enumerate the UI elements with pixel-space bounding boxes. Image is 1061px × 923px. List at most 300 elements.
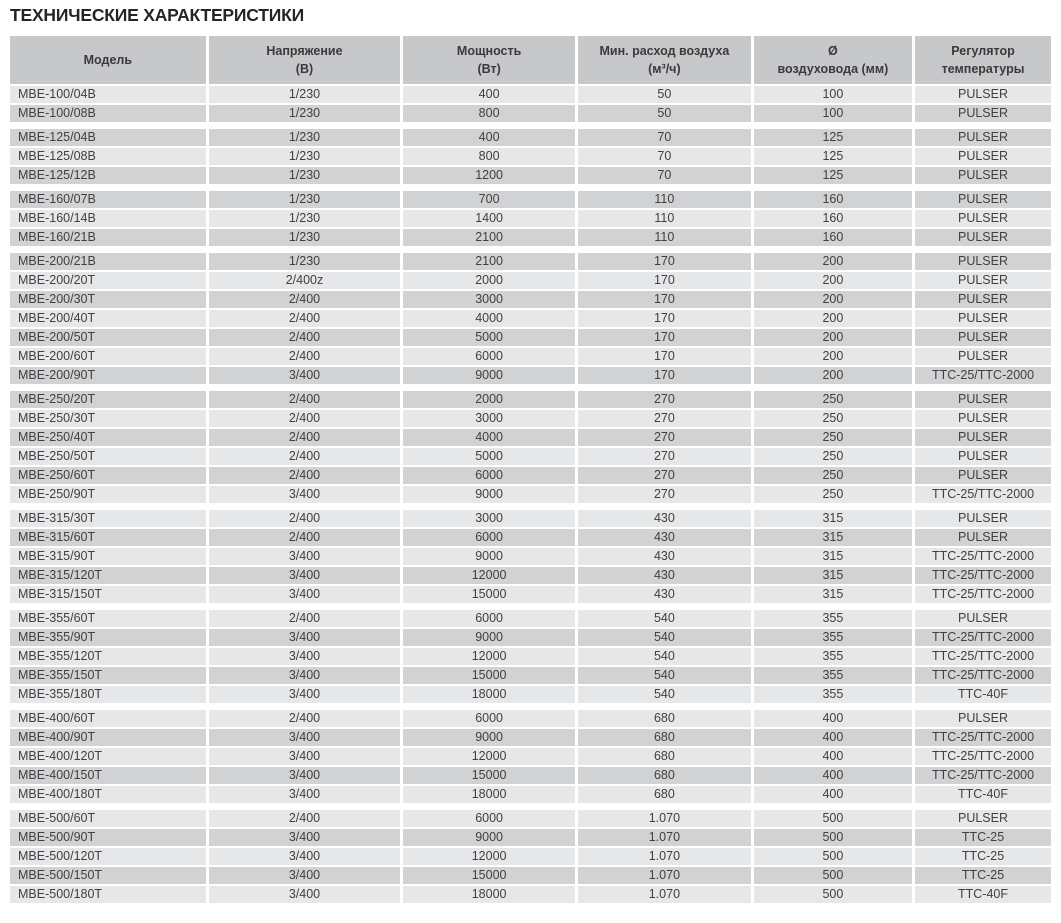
cell-airflow: 680 xyxy=(578,767,751,784)
cell-model: MBE-400/90T xyxy=(10,729,206,746)
cell-power: 800 xyxy=(403,105,575,122)
header-sublabel: воздуховода (мм) xyxy=(777,62,889,76)
cell-power: 9000 xyxy=(403,729,575,746)
header-cell-regulator xyxy=(915,36,1051,84)
cell-power: 400 xyxy=(403,86,575,103)
cell-voltage: 3/400 xyxy=(209,729,401,746)
cell-model: MBE-315/60T xyxy=(10,529,206,546)
table-row xyxy=(10,829,1051,846)
cell-voltage: 2/400 xyxy=(209,510,401,527)
cell-regulator: PULSER xyxy=(915,610,1051,627)
cell-power: 12000 xyxy=(403,648,575,665)
cell-diameter: 200 xyxy=(754,253,912,270)
table-body xyxy=(10,86,1051,903)
cell-power: 6000 xyxy=(403,610,575,627)
table-row xyxy=(10,510,1051,527)
table-row xyxy=(10,148,1051,165)
cell-airflow: 540 xyxy=(578,667,751,684)
cell-regulator: PULSER xyxy=(915,510,1051,527)
cell-airflow: 170 xyxy=(578,253,751,270)
table-row xyxy=(10,253,1051,270)
table-row xyxy=(10,448,1051,465)
cell-diameter: 100 xyxy=(754,86,912,103)
cell-model: MBE-500/180T xyxy=(10,886,206,903)
cell-airflow: 110 xyxy=(578,229,751,246)
cell-power: 4000 xyxy=(403,429,575,446)
table-row xyxy=(10,229,1051,246)
cell-voltage: 3/400 xyxy=(209,767,401,784)
cell-power: 3000 xyxy=(403,510,575,527)
cell-power: 400 xyxy=(403,129,575,146)
cell-voltage: 1/230 xyxy=(209,191,401,208)
cell-voltage: 2/400 xyxy=(209,410,401,427)
cell-model: MBE-125/04B xyxy=(10,129,206,146)
cell-regulator: PULSER xyxy=(915,291,1051,308)
cell-voltage: 1/230 xyxy=(209,253,401,270)
cell-airflow: 170 xyxy=(578,310,751,327)
table-row xyxy=(10,86,1051,103)
cell-voltage: 3/400 xyxy=(209,867,401,884)
cell-diameter: 160 xyxy=(754,210,912,227)
cell-voltage: 1/230 xyxy=(209,129,401,146)
table-row xyxy=(10,710,1051,727)
table-row xyxy=(10,667,1051,684)
cell-airflow: 270 xyxy=(578,486,751,503)
cell-voltage: 3/400 xyxy=(209,586,401,603)
cell-regulator: PULSER xyxy=(915,329,1051,346)
table-row xyxy=(10,410,1051,427)
cell-airflow: 270 xyxy=(578,410,751,427)
cell-power: 12000 xyxy=(403,567,575,584)
cell-model: MBE-355/60T xyxy=(10,610,206,627)
cell-power: 800 xyxy=(403,148,575,165)
cell-diameter: 315 xyxy=(754,529,912,546)
cell-power: 2100 xyxy=(403,253,575,270)
cell-power: 5000 xyxy=(403,329,575,346)
cell-airflow: 170 xyxy=(578,329,751,346)
cell-voltage: 2/400 xyxy=(209,448,401,465)
cell-diameter: 400 xyxy=(754,748,912,765)
table-row xyxy=(10,748,1051,765)
cell-model: MBE-355/90T xyxy=(10,629,206,646)
cell-voltage: 3/400 xyxy=(209,629,401,646)
table-row xyxy=(10,686,1051,703)
header-sublabel: (м³/ч) xyxy=(648,62,681,76)
cell-diameter: 500 xyxy=(754,886,912,903)
cell-regulator: TTC-25 xyxy=(915,867,1051,884)
header-cell-power xyxy=(403,36,575,84)
table-row xyxy=(10,786,1051,803)
cell-airflow: 680 xyxy=(578,748,751,765)
cell-power: 700 xyxy=(403,191,575,208)
cell-diameter: 355 xyxy=(754,686,912,703)
table-group xyxy=(10,191,1051,246)
cell-regulator: PULSER xyxy=(915,529,1051,546)
cell-regulator: PULSER xyxy=(915,191,1051,208)
table-group xyxy=(10,810,1051,903)
cell-voltage: 2/400 xyxy=(209,291,401,308)
cell-airflow: 1.070 xyxy=(578,867,751,884)
cell-airflow: 170 xyxy=(578,272,751,289)
table-group xyxy=(10,129,1051,184)
cell-airflow: 70 xyxy=(578,148,751,165)
cell-regulator: TTC-25/TTC-2000 xyxy=(915,367,1051,384)
cell-diameter: 355 xyxy=(754,610,912,627)
cell-airflow: 110 xyxy=(578,191,751,208)
cell-power: 9000 xyxy=(403,829,575,846)
cell-regulator: TTC-25 xyxy=(915,829,1051,846)
cell-power: 6000 xyxy=(403,710,575,727)
cell-airflow: 270 xyxy=(578,467,751,484)
header-label: Напряжение xyxy=(266,44,343,58)
spec-table xyxy=(10,36,1051,905)
cell-model: MBE-125/12B xyxy=(10,167,206,184)
table-row xyxy=(10,367,1051,384)
cell-airflow: 430 xyxy=(578,548,751,565)
cell-regulator: PULSER xyxy=(915,448,1051,465)
table-row xyxy=(10,567,1051,584)
table-row xyxy=(10,210,1051,227)
cell-airflow: 270 xyxy=(578,448,751,465)
table-group xyxy=(10,86,1051,122)
cell-diameter: 200 xyxy=(754,310,912,327)
cell-regulator: TTC-25/TTC-2000 xyxy=(915,629,1051,646)
cell-airflow: 70 xyxy=(578,167,751,184)
table-row xyxy=(10,486,1051,503)
cell-model: MBE-160/21B xyxy=(10,229,206,246)
cell-voltage: 3/400 xyxy=(209,648,401,665)
cell-model: MBE-500/60T xyxy=(10,810,206,827)
cell-model: MBE-250/30T xyxy=(10,410,206,427)
header-cell-diameter xyxy=(754,36,912,84)
cell-voltage: 3/400 xyxy=(209,367,401,384)
cell-regulator: PULSER xyxy=(915,210,1051,227)
cell-power: 18000 xyxy=(403,886,575,903)
cell-regulator: TTC-25/TTC-2000 xyxy=(915,548,1051,565)
table-row xyxy=(10,310,1051,327)
cell-regulator: PULSER xyxy=(915,467,1051,484)
cell-airflow: 110 xyxy=(578,210,751,227)
cell-airflow: 1.070 xyxy=(578,829,751,846)
cell-diameter: 400 xyxy=(754,786,912,803)
cell-diameter: 200 xyxy=(754,329,912,346)
cell-model: MBE-200/20T xyxy=(10,272,206,289)
cell-airflow: 170 xyxy=(578,348,751,365)
cell-voltage: 2/400 xyxy=(209,810,401,827)
cell-power: 9000 xyxy=(403,629,575,646)
cell-diameter: 160 xyxy=(754,191,912,208)
cell-model: MBE-400/60T xyxy=(10,710,206,727)
header-label: Мин. расход воздуха xyxy=(599,44,730,58)
cell-voltage: 3/400 xyxy=(209,786,401,803)
header-label: Мощность xyxy=(456,44,522,58)
cell-model: MBE-200/90T xyxy=(10,367,206,384)
cell-regulator: TTC-25/TTC-2000 xyxy=(915,729,1051,746)
cell-power: 15000 xyxy=(403,667,575,684)
cell-voltage: 2/400 xyxy=(209,467,401,484)
cell-voltage: 2/400 xyxy=(209,348,401,365)
cell-model: MBE-200/50T xyxy=(10,329,206,346)
cell-voltage: 3/400 xyxy=(209,748,401,765)
header-cell-voltage xyxy=(209,36,401,84)
cell-airflow: 540 xyxy=(578,686,751,703)
cell-voltage: 3/400 xyxy=(209,548,401,565)
cell-airflow: 680 xyxy=(578,729,751,746)
cell-power: 6000 xyxy=(403,467,575,484)
cell-airflow: 50 xyxy=(578,105,751,122)
cell-diameter: 315 xyxy=(754,510,912,527)
cell-power: 1400 xyxy=(403,210,575,227)
table-row xyxy=(10,629,1051,646)
cell-voltage: 3/400 xyxy=(209,829,401,846)
cell-regulator: TTC-25/TTC-2000 xyxy=(915,667,1051,684)
cell-power: 15000 xyxy=(403,586,575,603)
cell-diameter: 315 xyxy=(754,567,912,584)
cell-model: MBE-355/120T xyxy=(10,648,206,665)
cell-airflow: 540 xyxy=(578,610,751,627)
cell-regulator: PULSER xyxy=(915,310,1051,327)
cell-airflow: 540 xyxy=(578,648,751,665)
cell-regulator: PULSER xyxy=(915,810,1051,827)
cell-model: MBE-250/20T xyxy=(10,391,206,408)
cell-model: MBE-500/120T xyxy=(10,848,206,865)
table-group xyxy=(10,391,1051,503)
cell-voltage: 3/400 xyxy=(209,486,401,503)
cell-airflow: 430 xyxy=(578,529,751,546)
cell-airflow: 1.070 xyxy=(578,886,751,903)
cell-power: 9000 xyxy=(403,548,575,565)
cell-airflow: 680 xyxy=(578,710,751,727)
cell-regulator: TTC-40F xyxy=(915,886,1051,903)
cell-model: MBE-250/60T xyxy=(10,467,206,484)
cell-diameter: 355 xyxy=(754,629,912,646)
table-row xyxy=(10,767,1051,784)
table-row xyxy=(10,529,1051,546)
cell-model: MBE-100/04B xyxy=(10,86,206,103)
cell-regulator: PULSER xyxy=(915,710,1051,727)
cell-voltage: 2/400z xyxy=(209,272,401,289)
cell-regulator: PULSER xyxy=(915,272,1051,289)
cell-power: 15000 xyxy=(403,867,575,884)
cell-regulator: PULSER xyxy=(915,429,1051,446)
table-row xyxy=(10,810,1051,827)
table-row xyxy=(10,272,1051,289)
cell-model: MBE-315/30T xyxy=(10,510,206,527)
table-row xyxy=(10,329,1051,346)
cell-diameter: 160 xyxy=(754,229,912,246)
table-row xyxy=(10,348,1051,365)
cell-regulator: PULSER xyxy=(915,348,1051,365)
cell-voltage: 3/400 xyxy=(209,567,401,584)
header-sublabel: (В) xyxy=(295,62,314,76)
cell-airflow: 1.070 xyxy=(578,848,751,865)
cell-regulator: PULSER xyxy=(915,86,1051,103)
table-group xyxy=(10,710,1051,803)
cell-power: 18000 xyxy=(403,786,575,803)
cell-airflow: 70 xyxy=(578,129,751,146)
cell-power: 9000 xyxy=(403,367,575,384)
cell-regulator: TTC-25/TTC-2000 xyxy=(915,586,1051,603)
cell-diameter: 125 xyxy=(754,148,912,165)
header-label: Модель xyxy=(83,53,133,67)
table-row xyxy=(10,467,1051,484)
cell-model: MBE-315/90T xyxy=(10,548,206,565)
cell-model: MBE-315/150T xyxy=(10,586,206,603)
cell-regulator: TTC-25 xyxy=(915,848,1051,865)
cell-voltage: 1/230 xyxy=(209,229,401,246)
header-cell-airflow xyxy=(578,36,751,84)
cell-power: 6000 xyxy=(403,348,575,365)
cell-diameter: 315 xyxy=(754,586,912,603)
cell-diameter: 355 xyxy=(754,667,912,684)
cell-voltage: 2/400 xyxy=(209,329,401,346)
cell-power: 1200 xyxy=(403,167,575,184)
cell-voltage: 2/400 xyxy=(209,529,401,546)
cell-voltage: 1/230 xyxy=(209,105,401,122)
cell-regulator: PULSER xyxy=(915,129,1051,146)
cell-regulator: PULSER xyxy=(915,253,1051,270)
cell-model: MBE-200/30T xyxy=(10,291,206,308)
table-row xyxy=(10,729,1051,746)
table-row xyxy=(10,848,1051,865)
cell-diameter: 400 xyxy=(754,710,912,727)
cell-airflow: 1.070 xyxy=(578,810,751,827)
table-row xyxy=(10,391,1051,408)
table-row xyxy=(10,886,1051,903)
table-row xyxy=(10,291,1051,308)
table-row xyxy=(10,167,1051,184)
cell-power: 6000 xyxy=(403,810,575,827)
cell-regulator: PULSER xyxy=(915,410,1051,427)
table-row xyxy=(10,105,1051,122)
cell-power: 12000 xyxy=(403,748,575,765)
cell-voltage: 1/230 xyxy=(209,167,401,184)
cell-model: MBE-250/40T xyxy=(10,429,206,446)
cell-power: 6000 xyxy=(403,529,575,546)
table-header xyxy=(10,36,1051,84)
cell-diameter: 500 xyxy=(754,867,912,884)
cell-model: MBE-315/120T xyxy=(10,567,206,584)
cell-airflow: 430 xyxy=(578,586,751,603)
cell-regulator: TTC-25/TTC-2000 xyxy=(915,648,1051,665)
table-row xyxy=(10,548,1051,565)
cell-voltage: 2/400 xyxy=(209,429,401,446)
cell-model: MBE-125/08B xyxy=(10,148,206,165)
cell-diameter: 250 xyxy=(754,448,912,465)
cell-regulator: TTC-40F xyxy=(915,786,1051,803)
cell-airflow: 430 xyxy=(578,567,751,584)
cell-power: 5000 xyxy=(403,448,575,465)
cell-regulator: TTC-25/TTC-2000 xyxy=(915,767,1051,784)
cell-voltage: 1/230 xyxy=(209,86,401,103)
cell-diameter: 200 xyxy=(754,348,912,365)
cell-model: MBE-400/180T xyxy=(10,786,206,803)
cell-regulator: PULSER xyxy=(915,105,1051,122)
cell-power: 3000 xyxy=(403,291,575,308)
table-group xyxy=(10,610,1051,703)
table-row xyxy=(10,648,1051,665)
table-row xyxy=(10,191,1051,208)
table-row xyxy=(10,129,1051,146)
cell-diameter: 200 xyxy=(754,367,912,384)
cell-regulator: PULSER xyxy=(915,167,1051,184)
table-row xyxy=(10,610,1051,627)
cell-diameter: 250 xyxy=(754,486,912,503)
cell-diameter: 315 xyxy=(754,548,912,565)
cell-voltage: 3/400 xyxy=(209,686,401,703)
cell-voltage: 2/400 xyxy=(209,710,401,727)
cell-model: MBE-355/150T xyxy=(10,667,206,684)
cell-model: MBE-200/60T xyxy=(10,348,206,365)
cell-power: 12000 xyxy=(403,848,575,865)
cell-model: MBE-160/07B xyxy=(10,191,206,208)
cell-model: MBE-355/180T xyxy=(10,686,206,703)
table-row xyxy=(10,867,1051,884)
cell-diameter: 200 xyxy=(754,291,912,308)
cell-diameter: 100 xyxy=(754,105,912,122)
cell-airflow: 270 xyxy=(578,429,751,446)
cell-diameter: 125 xyxy=(754,129,912,146)
cell-diameter: 250 xyxy=(754,429,912,446)
cell-model: MBE-160/14B xyxy=(10,210,206,227)
cell-airflow: 540 xyxy=(578,629,751,646)
header-sublabel: температуры xyxy=(941,62,1025,76)
cell-regulator: PULSER xyxy=(915,391,1051,408)
cell-diameter: 250 xyxy=(754,467,912,484)
cell-model: MBE-100/08B xyxy=(10,105,206,122)
cell-model: MBE-400/150T xyxy=(10,767,206,784)
table-row xyxy=(10,429,1051,446)
cell-diameter: 500 xyxy=(754,848,912,865)
cell-power: 4000 xyxy=(403,310,575,327)
cell-power: 3000 xyxy=(403,410,575,427)
cell-voltage: 1/230 xyxy=(209,148,401,165)
cell-model: MBE-400/120T xyxy=(10,748,206,765)
cell-diameter: 400 xyxy=(754,767,912,784)
cell-voltage: 2/400 xyxy=(209,310,401,327)
cell-model: MBE-250/50T xyxy=(10,448,206,465)
cell-diameter: 250 xyxy=(754,391,912,408)
cell-airflow: 680 xyxy=(578,786,751,803)
page-title: ТЕХНИЧЕСКИЕ ХАРАКТЕРИСТИКИ xyxy=(10,5,304,25)
cell-diameter: 125 xyxy=(754,167,912,184)
header-label: Ø xyxy=(828,44,838,58)
cell-regulator: TTC-25/TTC-2000 xyxy=(915,748,1051,765)
cell-power: 15000 xyxy=(403,767,575,784)
cell-regulator: PULSER xyxy=(915,148,1051,165)
cell-voltage: 1/230 xyxy=(209,210,401,227)
header-label: Регулятор xyxy=(951,44,1015,58)
cell-airflow: 270 xyxy=(578,391,751,408)
cell-voltage: 2/400 xyxy=(209,391,401,408)
cell-voltage: 2/400 xyxy=(209,610,401,627)
cell-diameter: 500 xyxy=(754,829,912,846)
cell-regulator: TTC-25/TTC-2000 xyxy=(915,486,1051,503)
cell-model: MBE-500/150T xyxy=(10,867,206,884)
cell-diameter: 400 xyxy=(754,729,912,746)
table-group xyxy=(10,253,1051,384)
cell-airflow: 50 xyxy=(578,86,751,103)
cell-regulator: TTC-25/TTC-2000 xyxy=(915,567,1051,584)
table-row xyxy=(10,586,1051,603)
header-sublabel: (Вт) xyxy=(477,62,501,76)
table-group xyxy=(10,510,1051,603)
cell-power: 18000 xyxy=(403,686,575,703)
cell-regulator: PULSER xyxy=(915,229,1051,246)
cell-diameter: 355 xyxy=(754,648,912,665)
cell-model: MBE-500/90T xyxy=(10,829,206,846)
cell-regulator: TTC-40F xyxy=(915,686,1051,703)
